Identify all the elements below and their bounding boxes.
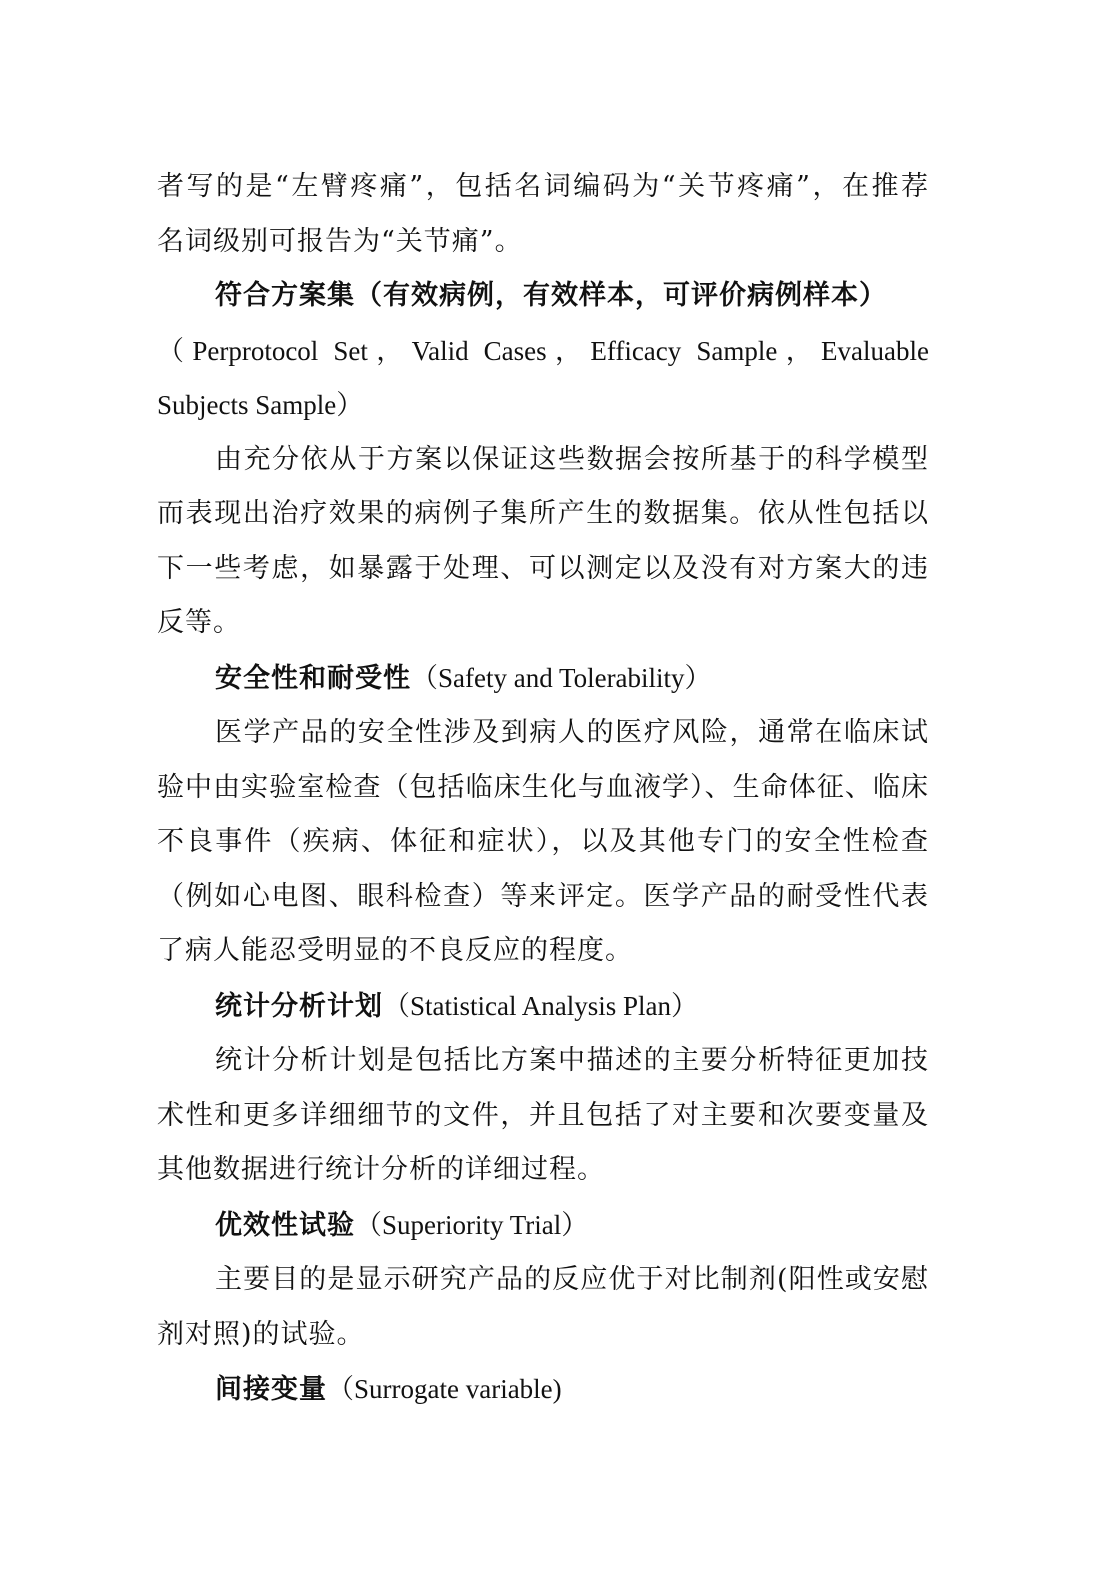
- page-body: [157, 160, 929, 1418]
- term-cn: 安全性和耐受性: [215, 662, 411, 694]
- definition-safety: 医学产品的安全性涉及到病人的医疗风险，通常在临床试验中由实验室检查（包括临床生化与血液学）、生命体征、临床不良事件（疾病、体征和症状），以及其他专门的安全性检查（例如心电图、眼科检查）等来评定。医学产品的耐受性代表了病人能忍受明显的不良反应的程度。: [157, 717, 929, 966]
- term-cn: 统计分析计划: [215, 990, 383, 1022]
- term-heading-safety: [157, 651, 929, 707]
- definition-sap: 统计分析计划是包括比方案中描述的主要分析特征更加技术性和更多详细细节的文件，并且包括了对主要和次要变量及其他数据进行统计分析的详细过程。: [157, 1045, 929, 1185]
- term-cn: 优效性试验: [215, 1209, 355, 1241]
- intro-line-1: 者写的是“左臂疼痛”，包括名词编码为“关节疼痛”，在推荐: [157, 171, 929, 202]
- term-cn: 符合方案集（有效病例，有效样本，可评价病例样本）: [215, 280, 887, 311]
- term-heading-surrogate: [157, 1362, 929, 1418]
- term-en-per-protocol-line-2: Subjects Sample）: [157, 390, 364, 420]
- term-heading-per-protocol: [157, 269, 929, 324]
- intro-line-2: 名词级别可报告为“关节痛”。: [157, 225, 523, 257]
- term-en: （Safety and Tolerability）: [411, 662, 712, 693]
- term-en: （Superiority Trial）: [355, 1209, 589, 1240]
- term-en: （Statistical Analysis Plan）: [383, 990, 698, 1021]
- term-en-per-protocol-line-1: （Perprotocol Set，Valid Cases，Efficacy Sample，Evaluable: [157, 335, 929, 366]
- term-en: （Surrogate variable): [327, 1374, 562, 1404]
- term-cn: 间接变量: [215, 1374, 327, 1405]
- definition-per-protocol: 由充分依从于方案以保证这些数据会按所基于的科学模型而表现出治疗效果的病例子集所产生的数据集。依从性包括以下一些考虑，如暴露于处理、可以测定以及没有对方案大的违反等。: [157, 443, 929, 638]
- definition-superiority: 主要目的是显示研究产品的反应优于对比制剂(阳性或安慰剂对照)的试验。: [157, 1264, 929, 1350]
- term-heading-superiority: [157, 1198, 929, 1254]
- term-heading-sap: [157, 979, 929, 1035]
